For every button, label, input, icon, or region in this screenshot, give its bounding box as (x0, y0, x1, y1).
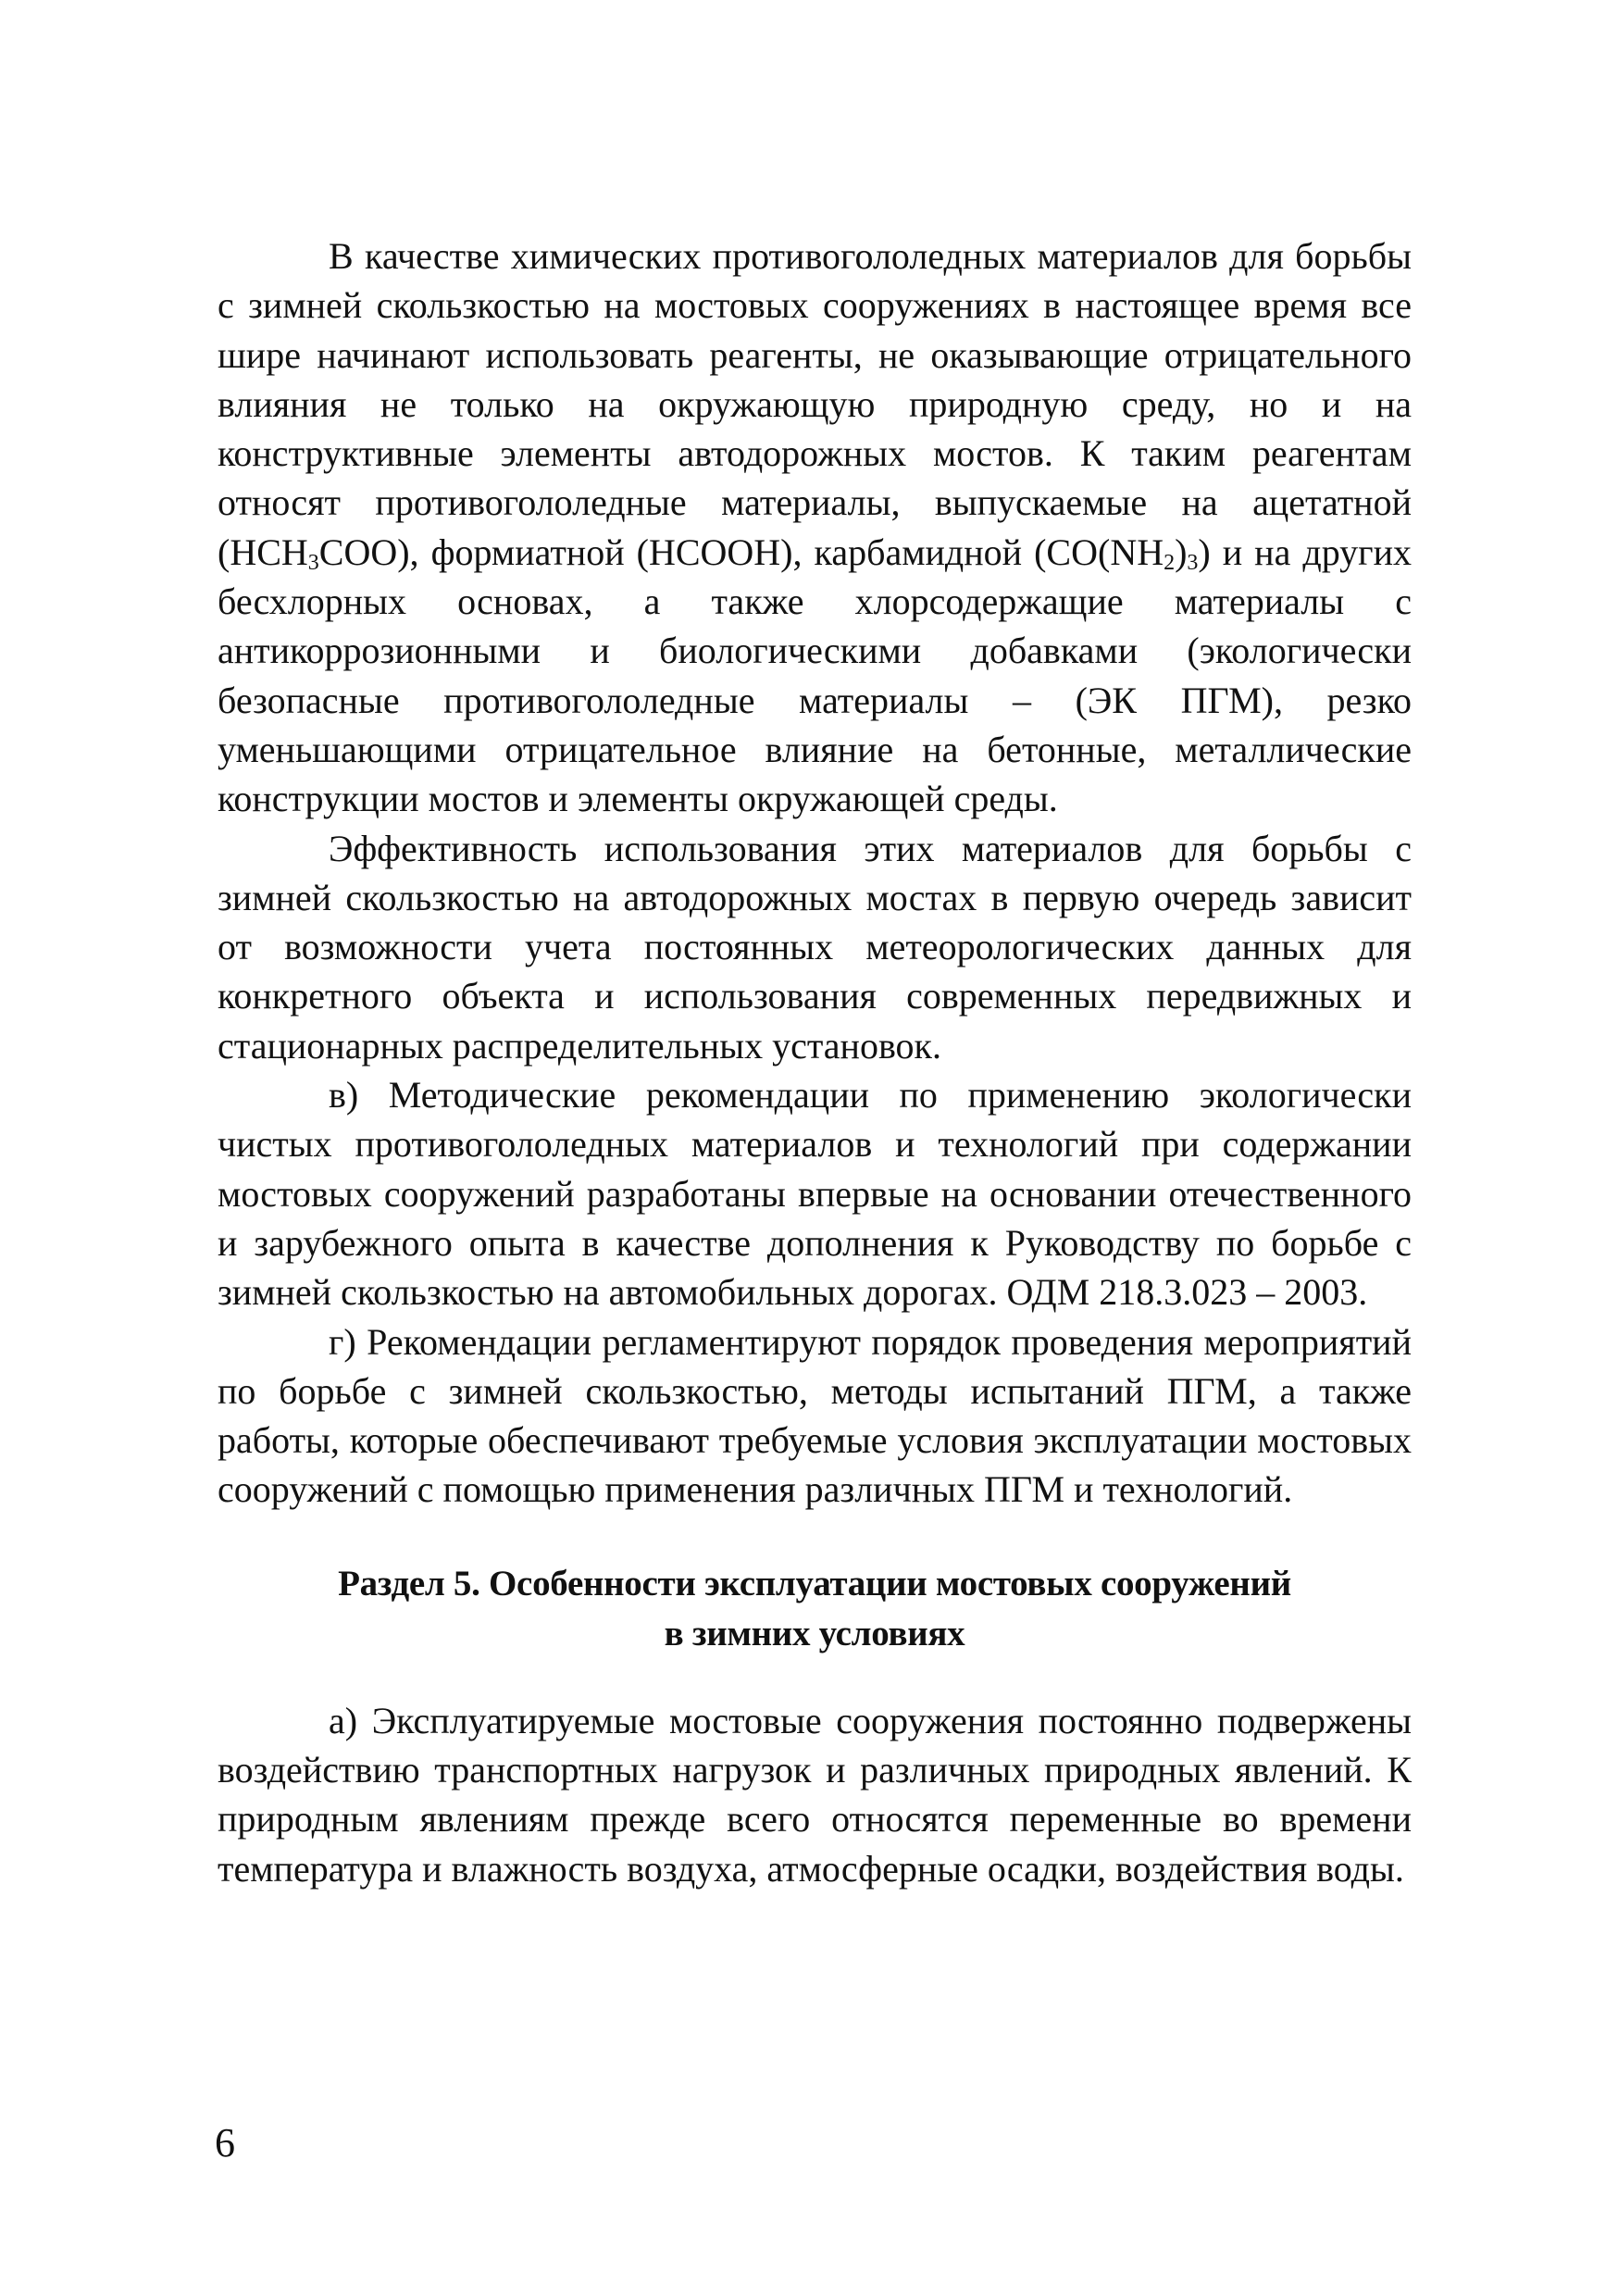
section-heading-line-1: Раздел 5. Особенности эксплуатации мостовых сооружений (338, 1563, 1291, 1603)
paragraph-reagents-part-2: COO), формиатной (HCOOH), карбамидной (CO(NH (318, 530, 1164, 573)
paragraph-reagents-part-4: ) и на других бесхлорных основах, а также хлорсодержащие материалы с антикоррозионными и биологическими добавками (экологически безопасные противогололедные материалы – (ЭК ПГМ), резко уменьшающими отрицательное влияние на бетонные, металлические конструкции мостов и элементы окружающей среды. (218, 530, 1412, 820)
paragraph-efficiency: Эффективность использования этих материалов для борьбы с зимней скользкостью на автодорожных мостах в первую очередь зависит от возможности учета постоянных метеорологических данных для конкретного объекта и использования современных передвижных и стационарных распределительных установок. (218, 827, 1412, 1067)
section-heading-line-2: в зимних условиях (664, 1613, 965, 1653)
paragraph-item-g: г) Рекомендации регламентируют порядок проведения мероприятий по борьбе с зимней скользкостью, методы испытаний ПГМ, а также работы, которые обеспечивают требуемые условия эксплуатации мостовых сооружений с помощью применения различных ПГМ и технологий. (218, 1320, 1412, 1511)
paragraph-item-v: в) Методические рекомендации по применению экологически чистых противогололедных материалов и технологий при содержании мостовых сооружений разработаны впервые на основании отечественного и зарубежного опыта в качестве дополнения к Руководству по борьбе с зимней скользкостью на автомобильных дорогах. ОДМ 218.3.023 – 2003. (218, 1074, 1412, 1314)
subscript-3-carbamide: 3 (1187, 550, 1199, 575)
subscript-3-acetate: 3 (307, 550, 319, 575)
subscript-2-carbamide: 2 (1164, 550, 1176, 575)
text-block (218, 231, 1412, 1893)
paragraph-item-a: а) Эксплуатируемые мостовые сооружения постоянно подвержены воздействию транспортных нагрузок и различных природных явлений. К природным явлениям прежде всего относятся переменные во времени температура и влажность воздуха, атмосферные осадки, воздействия воды. (218, 1699, 1412, 1890)
section-heading (218, 1559, 1412, 1659)
paragraph-reagents (218, 231, 1412, 824)
paragraph-reagents-part-3: ) (1175, 530, 1188, 573)
paragraph-reagents-part-1: В качестве химических противогололедных материалов для борьбы с зимней скользкостью на мостовых сооружениях в настоящее время все шире начинают использовать реагенты, не оказывающие отрицательного влияния не только на окружающую природную среду, но и на конструктивные элементы автодорожных мостов. К таким реагентам относят противогололедные материалы, выпускаемые на ацетатной (HCH (218, 235, 1412, 573)
page-number: 6 (215, 2120, 235, 2165)
